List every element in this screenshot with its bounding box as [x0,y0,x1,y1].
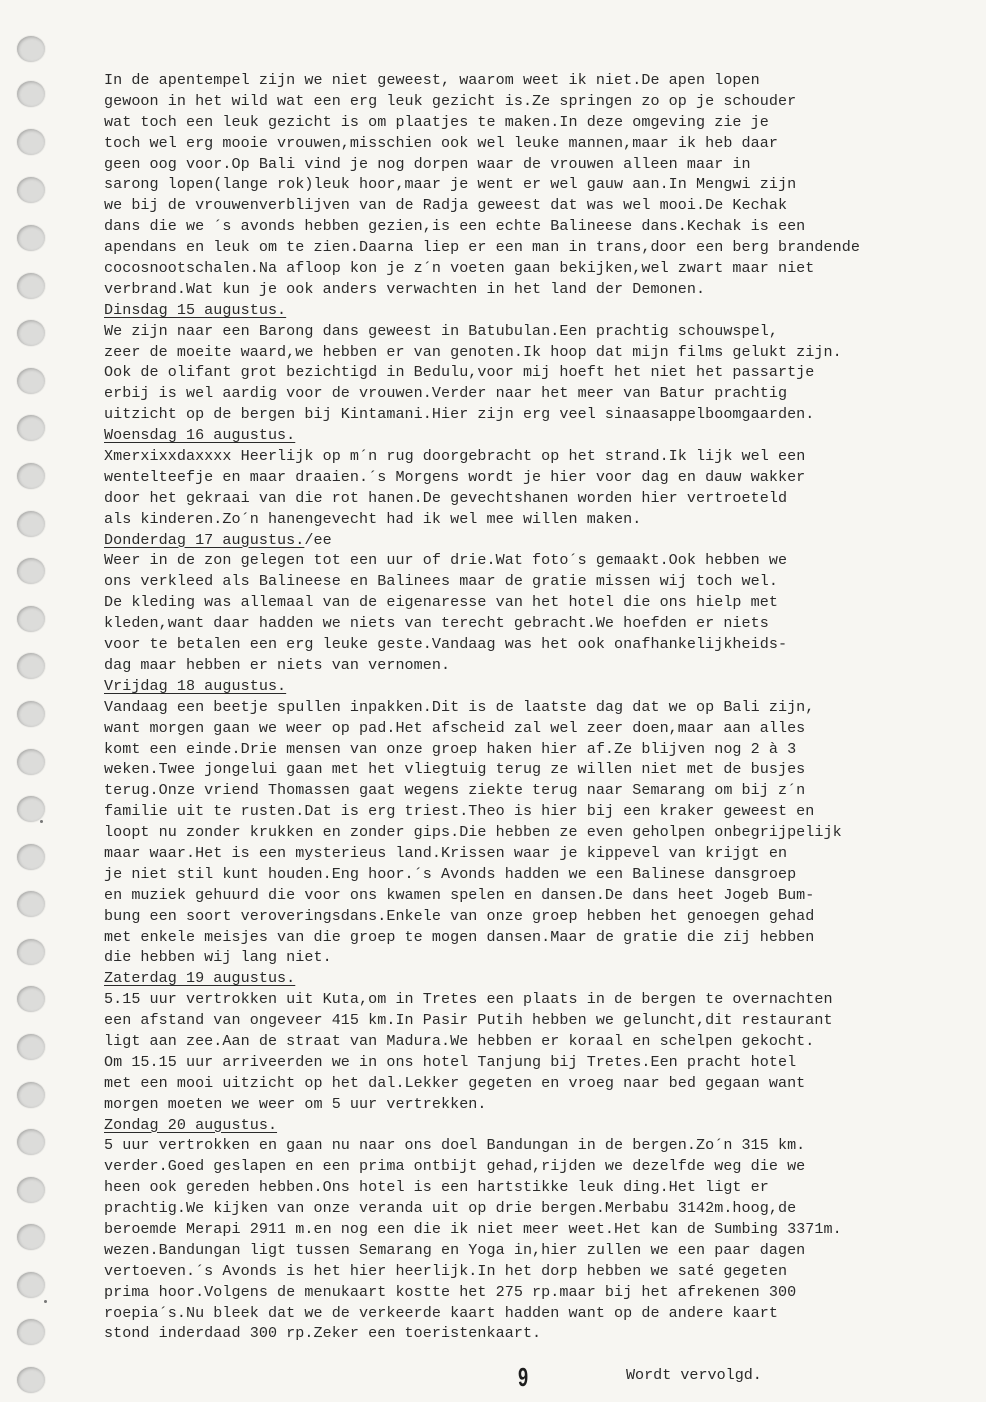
text-line [104,759,976,780]
text-line [104,1323,976,1344]
punch-hole [17,796,45,822]
punch-hole [17,606,45,632]
text-line [104,362,976,383]
line-text: sarong lopen(lange rok)leuk hoor,maar je went er wel gauw aan.In Mengwi zijn [104,175,797,194]
punch-hole [17,844,45,870]
text-line [104,718,976,739]
text-line [104,91,976,112]
text-line [104,906,976,927]
line-text: want morgen gaan we weer op pad.Het afscheid zal wel zeer doen,maar aan alles [104,718,806,737]
text-line [104,1261,976,1282]
line-text: ons verkleed als Balineese en Balinees maar de gratie missen wij toch wel. [104,572,778,591]
line-text: maar waar.Het is een mysterieus land.Krissen waar je kippevel van krijgt en [104,843,788,862]
text-line [104,1240,976,1261]
line-text: apendans en leuk om te zien.Daarna liep er een man in trans,door een berg brandende [104,238,860,257]
line-text: en muziek gehuurd die voor ons kwamen spelen en dansen.De dans heet Jogeb Bum- [104,885,815,904]
text-line [104,383,976,404]
line-text: Heerlijk op m´n rug doorgebracht op het strand.Ik lijk wel een [240,447,806,466]
handwritten-mark: /ee [304,530,332,549]
text-line [104,174,976,195]
line-text: weken.Twee jongelui gaan met het vliegtuig terug ze willen niet met de busjes [104,760,806,779]
line-text: prachtig.We kijken van onze veranda uit op drie bergen.Merbabu 3142m.hoog,de [104,1199,797,1218]
continued-note: Wordt vervolgd. [626,1366,762,1384]
punch-hole [17,701,45,727]
line-text: heen ook gereden hebben.Ons hotel is een hartstikke leuk ding.Het ligt er [104,1178,769,1197]
punch-hole [17,463,45,489]
line-text: dans die we ´s avonds hebben gezien,is een echte Balineese dans.Kechak is een [104,217,806,236]
line-text: vertoeven.´s Avonds is het hier heerlijk.In het dorp hebben we saté gegeten [104,1261,788,1280]
text-line [104,1031,976,1052]
punch-hole [17,1129,45,1155]
punch-hole [17,1177,45,1203]
line-text: je niet stil kunt houden.Eng hoor.´s Avonds hadden we een Balinese dansgroep [104,864,797,883]
day-heading-label: Zaterdag 19 augustus. [104,969,296,988]
text-line [104,112,976,133]
line-text: loopt nu zonder krukken en zonder gips.Die hebben ze even geholpen onbegrijpelijk [104,823,842,842]
day-heading-label: Donderdag 17 augustus. [104,530,305,549]
line-text: wentelteefje en maar draaien.´s Morgens wordt je hier voor dag en dauw wakker [104,467,806,486]
punch-hole [17,558,45,584]
punch-hole [17,1272,45,1298]
text-line [104,550,976,571]
day-heading-label: Zondag 20 augustus. [104,1115,278,1134]
day-heading-label: Woensdag 16 augustus. [104,426,296,445]
line-text: Weer in de zon gelegen tot een uur of drie.Wat foto´s gemaakt.Ook hebben we [104,551,788,570]
line-text: een afstand van ongeveer 415 km.In Pasir Putih hebben we geluncht,dit restaurant [104,1011,833,1030]
punch-hole [17,320,45,346]
line-text: door het gekraai van die rot hanen.De gevechtshanen worden hier vertroeteld [104,488,788,507]
punch-hole [17,891,45,917]
line-text: familie uit te rusten.Dat is erg triest.Theo is hier bij een kraker geweest en [104,802,815,821]
paper-speck [40,820,43,823]
punch-hole [17,36,45,62]
line-text: verder.Goed geslapen en een prima ontbijt gehad,rijden we dezelfde weg die we [104,1157,806,1176]
line-text: wat toch een leuk gezicht is om plaatjes te maken.In deze omgeving zie je [104,112,769,131]
punch-hole [17,1319,45,1345]
punch-hole [17,225,45,251]
punch-hole [17,653,45,679]
text-line [104,843,976,864]
text-line [104,321,976,342]
line-text: die hebben wij lang niet. [104,948,332,967]
text-line [104,195,976,216]
punch-hole [17,986,45,1012]
line-text: met een mooi uitzicht op het dal.Lekker gegeten en vroeg naar bed gegaan want [104,1073,806,1092]
line-text: uitzicht op de bergen bij Kintamani.Hier zijn erg veel sinaasappelboomgaarden. [104,405,815,424]
line-text: beroemde Merapi 2911 m.en nog een die ik niet meer weet.Het kan de Sumbing 3371m. [104,1219,842,1238]
text-line [104,342,976,363]
punch-hole [17,749,45,775]
punch-hole [17,368,45,394]
text-line [104,697,976,718]
line-text: met enkele meisjes van die groep te mogen dansen.Maar de gratie die zij hebben [104,927,815,946]
text-line [104,467,976,488]
text-line [104,1198,976,1219]
line-text: voor te betalen een erg leuke geste.Vandaag was het ook onafhankelijkheids- [104,635,788,654]
text-line [104,70,976,91]
line-text: verbrand.Wat kun je ook anders verwachten in het land der Demonen. [104,279,706,298]
text-line [104,1282,976,1303]
text-line [104,592,976,613]
struck-out-text: Xmerxixxdaxxxx [104,447,241,466]
text-line [104,216,976,237]
punch-hole [17,177,45,203]
text-line [104,1073,976,1094]
text-line [104,989,976,1010]
line-text: geen oog voor.Op Bali vind je nog dorpen waar de vrouwen alleen maar in [104,154,751,173]
line-text: terug.Onze vriend Thomassen gaat wegens ziekte terug naar Semarang om bij z´n [104,781,806,800]
line-text: stond inderdaad 300 rp.Zeker een toeristenkaart. [104,1324,542,1343]
text-line [104,237,976,258]
line-text: komt een einde.Drie mensen van onze groep haken hier af.Ze blijven nog 2 à 3 [104,739,797,758]
text-line [104,927,976,948]
text-line [104,780,976,801]
text-line [104,1303,976,1324]
line-text: 5.15 uur vertrokken uit Kuta,om in Tretes een plaats in de bergen te overnachten [104,990,833,1009]
line-text: De kleding was allemaal van de eigenaresse van het hotel die ons hielp met [104,593,778,612]
line-text: erbij is wel aardig voor de vrouwen.Verder naar het meer van Batur prachtig [104,384,788,403]
page-number: 9 [518,1362,529,1392]
line-text: gewoon in het wild wat een erg leuk gezicht is.Ze springen zo op je schouder [104,91,797,110]
line-text: cocosnootschalen.Na afloop kon je z´n voeten gaan bekijken,wel zwart maar niet [104,259,815,278]
text-line [104,1177,976,1198]
punch-hole [17,1367,45,1393]
text-line [104,739,976,760]
line-text: roepia´s.Nu bleek dat we de verkeerde kaart hadden want op de andere kaart [104,1303,778,1322]
punch-hole [17,1034,45,1060]
text-line [104,488,976,509]
line-text: Ook de olifant grot bezichtigd in Bedulu,voor mij hoeft het niet het passartje [104,363,815,382]
text-line [104,1052,976,1073]
text-line [104,154,976,175]
line-text: Om 15.15 uur arriveerden we in ons hotel Tanjung bij Tretes.Een pracht hotel [104,1052,797,1071]
day-heading [104,425,976,446]
text-line [104,133,976,154]
text-line [104,947,976,968]
text-line [104,404,976,425]
text-line [104,1156,976,1177]
day-heading-label: Vrijdag 18 augustus. [104,676,287,695]
day-heading-label: Dinsdag 15 augustus. [104,300,287,319]
line-text: zeer de moeite waard,we hebben er van genoten.Ik hoop dat mijn films gelukt zijn. [104,342,842,361]
text-line [104,258,976,279]
day-heading [104,968,976,989]
line-text: 5 uur vertrokken en gaan nu naar ons doel Bandungan in de bergen.Zo´n 315 km. [104,1136,806,1155]
day-heading [104,676,976,697]
text-line [104,279,976,300]
line-text: als kinderen.Zo´n hanengevecht had ik wel mee willen maken. [104,509,642,528]
text-line [104,885,976,906]
line-text: Vandaag een beetje spullen inpakken.Dit is de laatste dag dat we op Bali zijn, [104,697,815,716]
line-text: we bij de vrouwenverblijven van de Radja geweest dat was wel mooi.De Kechak [104,196,788,215]
punch-hole [17,415,45,441]
text-line [104,1010,976,1031]
line-text: toch wel erg mooie vrouwen,misschien ook wel leuke mannen,maar ik heb daar [104,133,778,152]
punch-hole [17,129,45,155]
line-text: bung een soort veroveringsdans.Enkele van onze groep hebben het genoegen gehad [104,906,815,925]
line-text: dag maar hebben er niets van vernomen. [104,655,451,674]
diary-text [104,70,976,1344]
line-text: ligt aan zee.Aan de straat van Madura.We hebben er koraal en schelpen gekocht. [104,1031,815,1050]
line-text: In de apentempel zijn we niet geweest, waarom weet ik niet.De apen lopen [104,71,760,89]
text-line [104,634,976,655]
paper-speck [44,1300,47,1303]
line-text: wezen.Bandungan ligt tussen Semarang en Yoga in,hier zullen we een paar dagen [104,1240,806,1259]
text-line [104,446,976,467]
line-text: morgen moeten we weer om 5 uur vertrekken. [104,1094,487,1113]
line-text: We zijn naar een Barong dans geweest in Batubulan.Een prachtig schouwspel, [104,321,778,340]
day-heading [104,530,976,551]
text-line [104,822,976,843]
text-line [104,801,976,822]
text-line [104,1135,976,1156]
punch-hole [17,81,45,107]
line-text: prima hoor.Volgens de menukaart kostte het 275 rp.maar bij het afrekenen 300 [104,1282,797,1301]
line-text: kleden,want daar hadden we niets van terecht gebracht.We hoefden er niets [104,614,769,633]
punch-hole [17,273,45,299]
day-heading [104,300,976,321]
text-line [104,613,976,634]
punch-hole [17,1082,45,1108]
text-line [104,1219,976,1240]
punch-hole [17,511,45,537]
day-heading [104,1115,976,1136]
text-line [104,571,976,592]
text-line [104,509,976,530]
text-line [104,1094,976,1115]
punch-hole [17,1224,45,1250]
text-line [104,655,976,676]
punch-hole [17,939,45,965]
text-line [104,864,976,885]
